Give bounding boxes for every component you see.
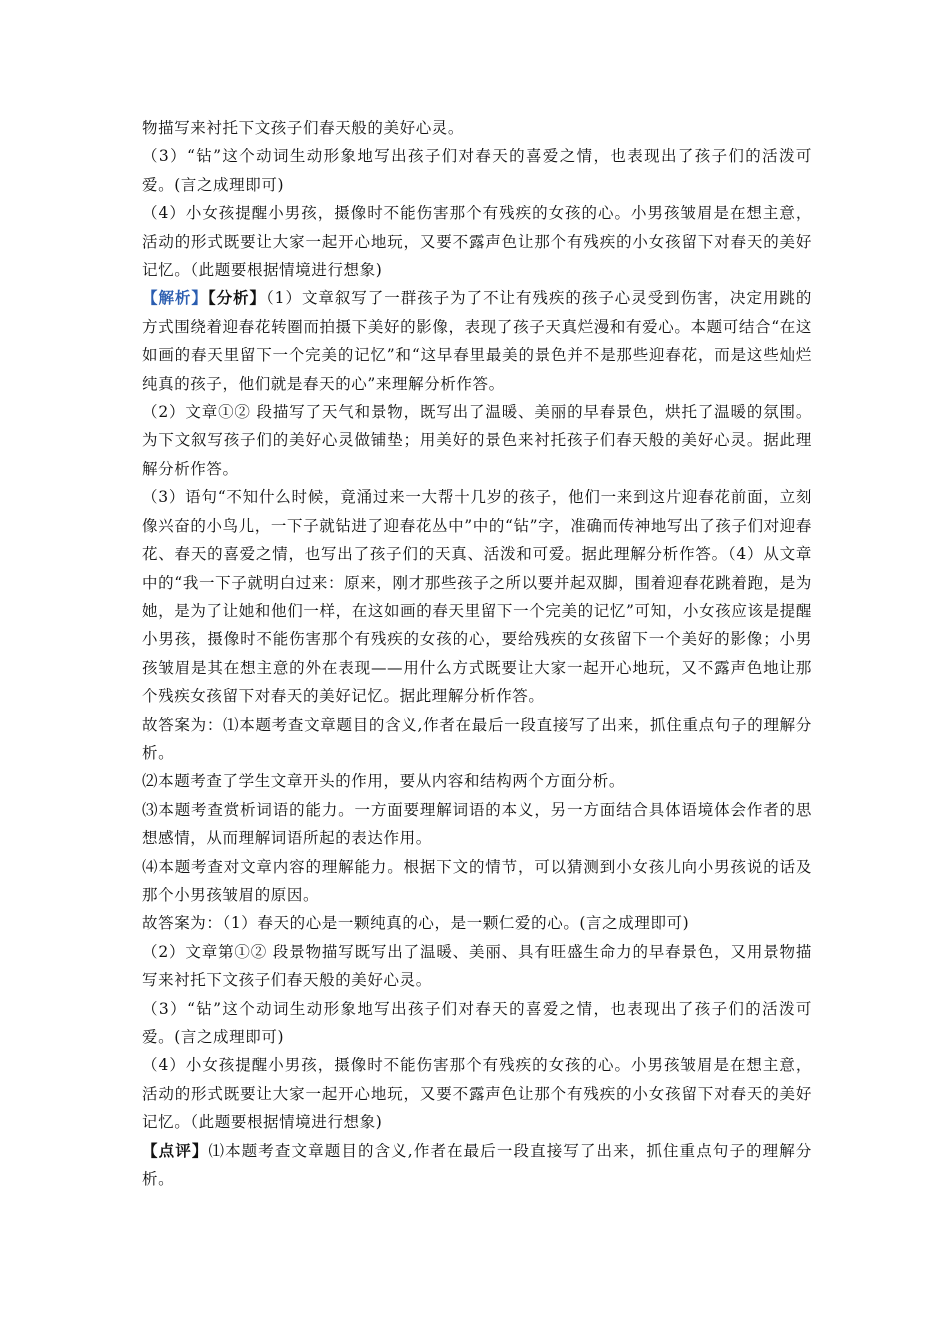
analysis-tag: 【解析】 [142,288,208,308]
answer-summary-4: ⑷本题考查对文章内容的理解能力。根据下文的情节，可以猜测到小女孩儿向小男孩说的话及那个小男孩皱眉的原因。 [142,857,812,904]
answer-paragraph-4: （4）小女孩提醒小男孩，摄像时不能伤害那个有残疾的女孩的心。小男孩皱眉是在想主意，活动的形式既要让大家一起开心地玩，又要不露声色让那个有残疾的小女孩留下对春天的美好记忆。（此题要根据情境进行想象) [142,204,812,280]
final-answer-2: （2）文章第①② 段景物描写既写出了温暖、美丽、具有旺盛生命力的早春景色，又用景物描写来衬托下文孩子们春天般的美好心灵。 [142,942,812,990]
answer-summary-2: ⑵本题考查了学生文章开头的作用，要从内容和结构两个方面分析。 [142,772,626,791]
answer-summary-1: 故答案为：⑴本题考查文章题目的含义,作者在最后一段直接写了出来，抓住重点句子的理解分析。 [142,715,812,762]
comment-tag: 【点评】 [142,1140,209,1160]
answer-paragraph-3: （3）“钻”这个动词生动形象地写出孩子们对春天的喜爱之情，也表现出了孩子们的活泼可爱。(言之成理即可) [142,147,812,194]
final-answer-4: （4）小女孩提醒小男孩，摄像时不能伤害那个有残疾的女孩的心。小男孩皱眉是在想主意，活动的形式既要让大家一起开心地玩，又要不露声色让那个有残疾的小女孩留下对春天的美好记忆。（此题要根据情境进行想象) [142,1056,812,1132]
analysis-text-1: （1）文章叙写了一群孩子为了不让有残疾的孩子心灵受到伤害，决定用跳的方式围绕着迎春花转圈而拍摄下美好的影像，表现了孩子天真烂漫和有爱心。本题可结合“在这如画的春天里留下一个完美的记忆”和“这早春里最美的景色并不是那些迎春花，而是这些灿烂纯真的孩子，他们就是春天的心”来理解分析作答。 [142,289,812,393]
comment-paragraph [142,1137,812,1194]
analysis-paragraph-2: （2）文章①② 段描写了天气和景物，既写出了温暖、美丽的早春景色，烘托了温暖的氛围。为下文叙写孩子们的美好心灵做铺垫；用美好的景色来衬托孩子们春天般的美好心灵。据此理解分析作答。 [142,403,812,478]
final-answer-1: 故答案为：（1）春天的心是一颗纯真的心，是一颗仁爱的心。(言之成理即可) [142,914,690,933]
answer-paragraph-2-cont: 物描写来衬托下文孩子们春天般的美好心灵。 [142,119,465,137]
analysis-subtag: 【分析】 [207,288,266,308]
analysis-paragraph-1 [142,284,812,398]
final-answer-3: （3）“钻”这个动词生动形象地写出孩子们对春天的喜爱之情，也表现出了孩子们的活泼可爱。(言之成理即可) [142,999,812,1046]
comment-text: ⑴本题考查文章题目的含义,作者在最后一段直接写了出来，抓住重点句子的理解分析。 [142,1141,812,1189]
document-page [142,114,812,1193]
answer-summary-3: ⑶本题考查赏析词语的能力。一方面要理解词语的本义，另一方面结合具体语境体会作者的思想感情，从而理解词语所起的表达作用。 [142,800,812,848]
analysis-paragraph-3: （3）语句“不知什么时候，竟涌过来一大帮十几岁的孩子，他们一来到这片迎春花前面，立刻像兴奋的小鸟儿，一下子就钻进了迎春花丛中”中的“钻”字，准确而传神地写出了孩子们对迎春花、春天的喜爱之情，也写出了孩子们的天真、活泼和可爱。据此理解分析作答。（4）从文章中的“我一下子就明白过来：原来，刚才那些孩子之所以要并起双脚，围着迎春花跳着跑，是为她，是为了让她和他们一样，在这如画的春天里留下一个完美的记忆”可知，小女孩应该是提醒小男孩，摄像时不能伤害那个有残疾的女孩的心，要给残疾的女孩留下一个美好的影像；小男孩皱眉是其在想主意的外在表现——用什么方式既要让大家一起开心地玩，又不露声色地让那个残疾女孩留下对春天的美好记忆。据此理解分析作答。 [142,488,812,706]
